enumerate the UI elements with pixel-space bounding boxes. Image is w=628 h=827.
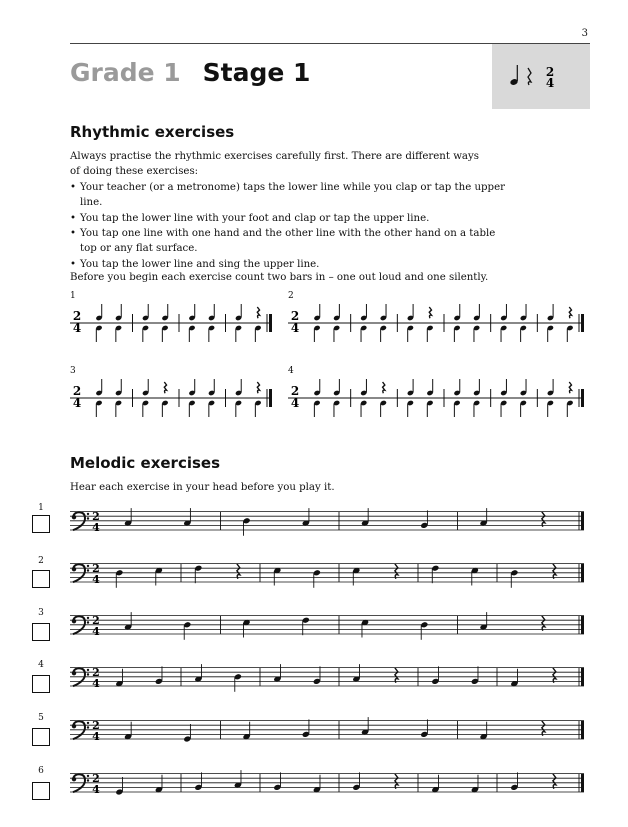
melody-exercise-5 (68, 709, 588, 753)
quarter-rest (542, 512, 545, 527)
bass-clef-dot (87, 621, 89, 623)
rhythm-exercise-3 (68, 377, 278, 419)
bass-clef-dot (87, 669, 89, 671)
time-signature-top: 2 (290, 309, 300, 323)
quarter-rest (569, 382, 571, 393)
key-time-bottom: 4 (545, 76, 555, 90)
melody-exercise-1 (68, 500, 588, 544)
time-signature-bottom: 4 (92, 730, 100, 743)
melody-exercise-6 (68, 762, 588, 806)
time-signature-top: 2 (92, 561, 100, 575)
method-item: • You tap the lower line and sing the upper line. (70, 257, 510, 272)
rhythm-key-box (492, 44, 590, 109)
bass-clef-dot (87, 513, 89, 515)
bass-clef-dot (87, 569, 89, 571)
quarter-rest (383, 382, 385, 393)
quarter-rest (542, 616, 545, 631)
rhythm-ex-number: 1 (70, 291, 76, 301)
quarter-rest (164, 382, 166, 393)
bass-clef (73, 616, 85, 634)
intro-line-2: of doing these exercises: (70, 166, 199, 178)
completion-checkbox[interactable] (32, 623, 50, 641)
intro-line-1: Always practise the rhythmic exercises carefully first. There are different ways (70, 151, 479, 162)
melody-ex-number: 2 (38, 556, 44, 566)
bass-clef-dot (72, 671, 76, 675)
bass-clef-dot (87, 722, 89, 724)
melody-ex-number: 5 (38, 713, 44, 723)
rhythm-exercise-4 (286, 377, 590, 419)
bass-clef (73, 721, 85, 739)
page-number: 3 (581, 28, 588, 39)
quarter-rest (553, 774, 556, 789)
melody-ex-number: 1 (38, 503, 44, 513)
method-item: • Your teacher (or a metronome) taps the lower line while you clap or tap the upper line. (70, 180, 510, 211)
rhythmic-heading: Rhythmic exercises (70, 123, 235, 141)
quarter-rest (395, 668, 398, 683)
bass-clef (73, 774, 85, 792)
time-signature-top: 2 (92, 613, 100, 627)
completion-checkbox[interactable] (32, 728, 50, 746)
completion-checkbox[interactable] (32, 570, 50, 588)
rhythmic-instructions (70, 149, 510, 272)
melody-exercise-4 (68, 656, 588, 700)
time-signature-bottom: 4 (72, 396, 82, 410)
count-in-text: Before you begin each exercise count two bars in – one out loud and one silently. (70, 272, 489, 283)
bass-clef-dot (72, 777, 76, 781)
method-list (70, 180, 510, 272)
quarter-rest (257, 382, 259, 393)
time-signature-bottom: 4 (290, 396, 300, 410)
rhythm-exercise-1 (68, 302, 278, 344)
completion-checkbox[interactable] (32, 782, 50, 800)
bass-clef (73, 512, 85, 530)
bass-clef-dot (87, 517, 89, 519)
quarter-rest (395, 774, 398, 789)
bass-clef-dot (87, 779, 89, 781)
time-signature-bottom: 4 (72, 321, 82, 335)
quarter-rest (553, 564, 556, 579)
quarter-rest (237, 564, 240, 579)
melodic-heading: Melodic exercises (70, 454, 221, 472)
rhythm-exercise-2 (286, 302, 590, 344)
grade-label: Grade 1 (70, 58, 181, 87)
bass-clef-dot (87, 673, 89, 675)
time-signature-top: 2 (72, 384, 82, 398)
time-signature-top: 2 (72, 309, 82, 323)
time-signature-top: 2 (92, 771, 100, 785)
melody-ex-number: 4 (38, 660, 44, 670)
time-signature-top: 2 (290, 384, 300, 398)
melodic-instruction: Hear each exercise in your head before you play it. (70, 482, 335, 493)
quarter-rest (395, 564, 398, 579)
method-item: • You tap the lower line with your foot and clap or tap the upper line. (70, 211, 510, 226)
bass-clef-dot (87, 726, 89, 728)
time-signature-bottom: 4 (92, 783, 100, 796)
time-signature-bottom: 4 (92, 521, 100, 534)
bass-clef-dot (87, 775, 89, 777)
rhythm-ex-number: 4 (288, 366, 294, 376)
time-signature-bottom: 4 (92, 625, 100, 638)
rhythm-ex-number: 3 (70, 366, 76, 376)
time-signature-bottom: 4 (92, 677, 100, 690)
time-signature-bottom: 4 (290, 321, 300, 335)
page-title (70, 58, 310, 87)
time-signature-top: 2 (92, 509, 100, 523)
rhythm-key-icon (492, 44, 590, 109)
time-signature-top: 2 (92, 718, 100, 732)
bass-clef-dot (87, 565, 89, 567)
method-item: • You tap one line with one hand and the other line with the other hand on a table top or any flat surface. (70, 226, 510, 257)
quarter-rest (542, 721, 545, 736)
melody-ex-number: 3 (38, 608, 44, 618)
quarter-rest (257, 307, 259, 318)
quarter-rest (429, 307, 431, 318)
rhythm-ex-number: 2 (288, 291, 294, 301)
key-time-top: 2 (545, 65, 555, 79)
melody-ex-number: 6 (38, 766, 44, 776)
stage-label: Stage 1 (202, 58, 311, 87)
bass-clef-dot (72, 515, 76, 519)
quarter-rest (569, 307, 571, 318)
bass-clef-dot (87, 617, 89, 619)
bass-clef (73, 564, 85, 582)
time-signature-top: 2 (92, 665, 100, 679)
bass-clef-dot (72, 724, 76, 728)
melody-exercise-3 (68, 604, 588, 648)
completion-checkbox[interactable] (32, 515, 50, 533)
melody-exercise-2 (68, 552, 588, 596)
completion-checkbox[interactable] (32, 675, 50, 693)
bass-clef-dot (72, 619, 76, 623)
bass-clef (73, 668, 85, 686)
quarter-rest (553, 668, 556, 683)
time-signature-bottom: 4 (92, 573, 100, 586)
bass-clef-dot (72, 567, 76, 571)
